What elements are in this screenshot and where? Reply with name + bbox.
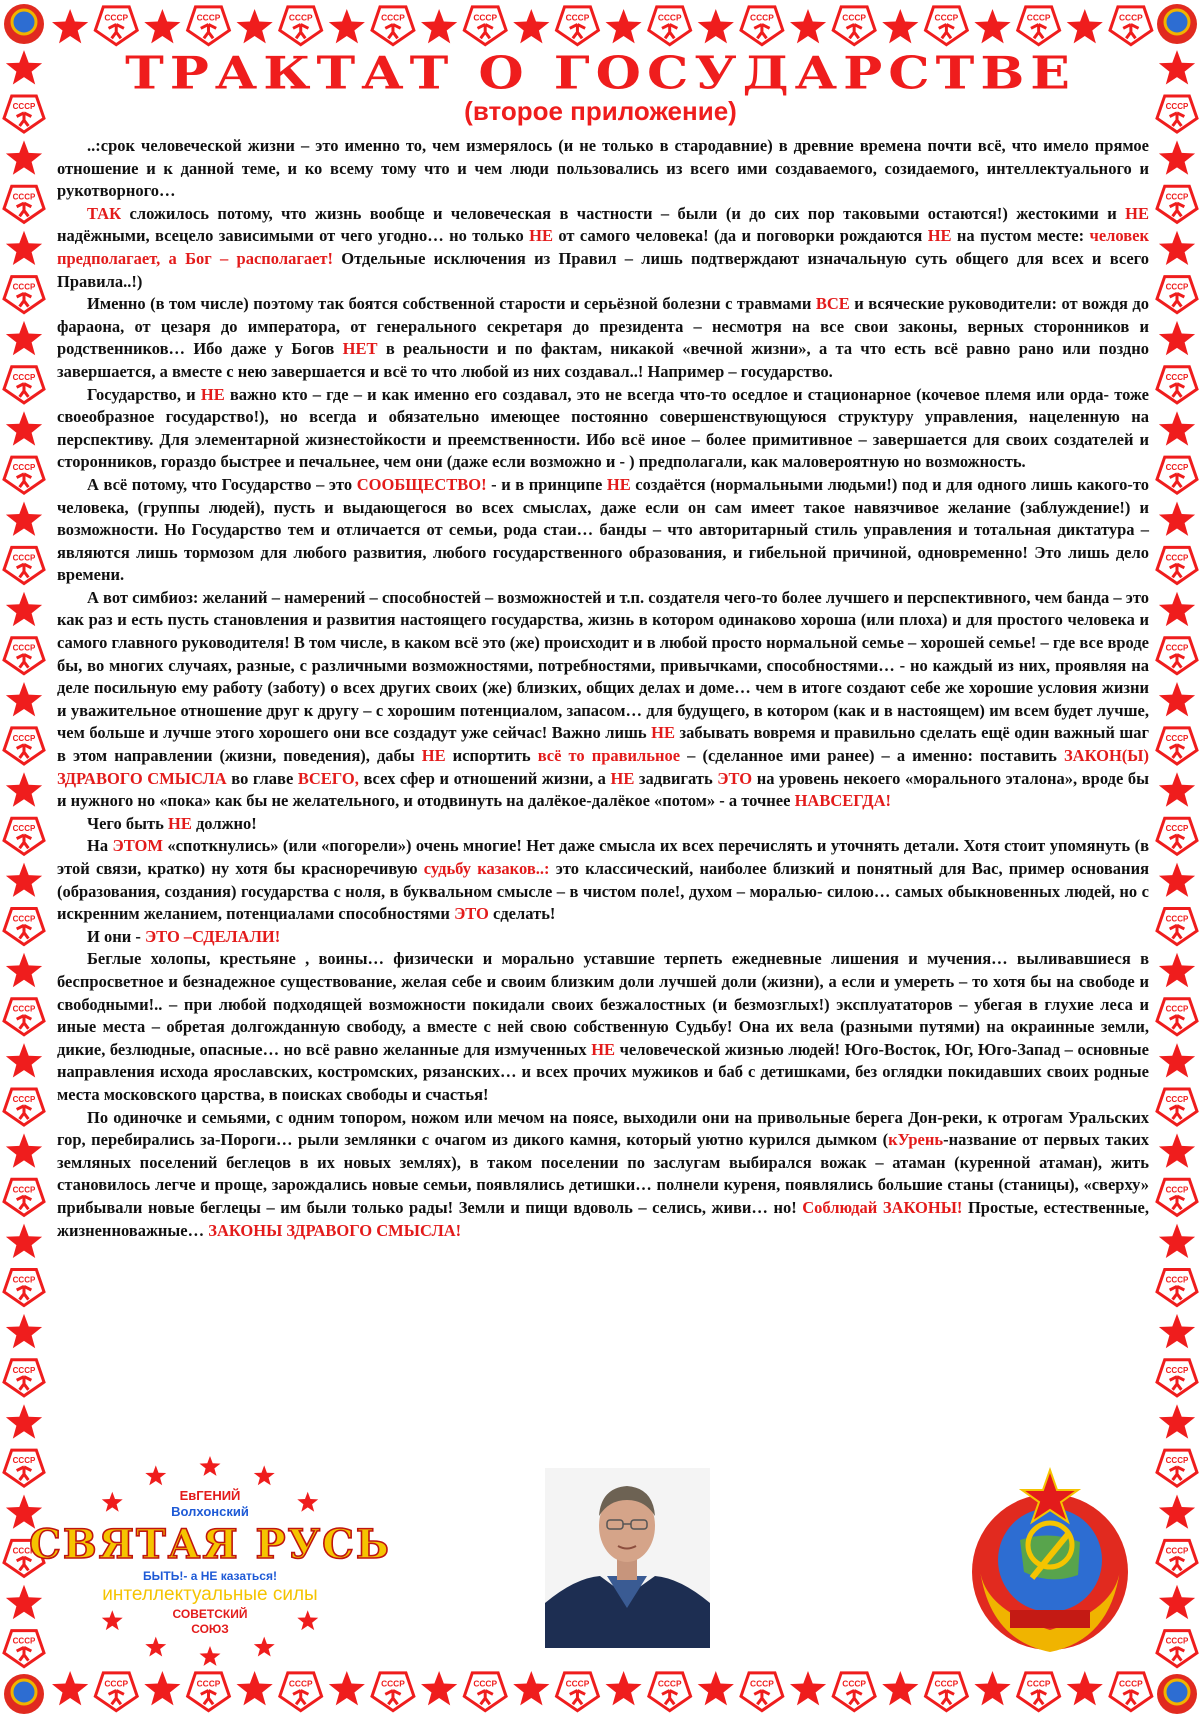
emblem-star xyxy=(297,1492,318,1512)
border-star xyxy=(421,1671,457,1705)
cccp-badge xyxy=(4,186,44,222)
cccp-badge xyxy=(741,7,783,45)
paragraph-text: И они - xyxy=(87,926,145,946)
page-title: ТРАКТАТ О ГОСУДАРСТВЕ xyxy=(125,47,1076,100)
border-star xyxy=(6,863,42,897)
cccp-badge xyxy=(1157,1360,1197,1396)
svg-text:СССР: СССР xyxy=(12,824,36,834)
svg-text:СССР: СССР xyxy=(196,1678,221,1689)
cccp-badge xyxy=(1157,367,1197,403)
border-star xyxy=(1159,772,1195,806)
border-star xyxy=(1159,1495,1195,1529)
highlight-text: НЕ xyxy=(167,813,192,833)
svg-text:СССР: СССР xyxy=(1165,282,1189,292)
paragraph-text: Простые, естественные, жизненноважные… xyxy=(57,1197,1149,1240)
svg-text:СССР: СССР xyxy=(12,733,36,743)
emblem-star xyxy=(102,1610,123,1630)
svg-text:СССР: СССР xyxy=(381,12,405,23)
highlight-text: НЕ xyxy=(610,768,635,788)
highlight-text: кУрень xyxy=(888,1130,944,1150)
emblem-star xyxy=(297,1610,318,1630)
svg-text:СССР: СССР xyxy=(381,1678,405,1689)
border-star xyxy=(790,1671,826,1705)
paragraph xyxy=(57,384,1149,474)
paragraph-text: забывать вовремя и правильно сделать ещё один важный шаг в этом направлении (жизни, поведения), дабы xyxy=(57,723,1149,766)
svg-text:СССР: СССР xyxy=(842,1678,867,1689)
border-star xyxy=(144,9,180,43)
svg-text:СССР: СССР xyxy=(12,1094,36,1104)
cccp-badge xyxy=(1157,1450,1197,1486)
border-star xyxy=(6,321,42,355)
svg-text:СССР: СССР xyxy=(12,1185,36,1195)
highlight-text: НАВСЕГДА! xyxy=(794,791,892,811)
border-star xyxy=(1159,1043,1195,1077)
paragraph-text: ..:срок человеческой жизни – это именно то, чем измерялось (и не только в стародавние) в древние времена почти всё, что имело прямое отношение и к данной теме, и ко всему тому что и чем люди пользовались из всего ими создаваемого, созидаемого, интеллектуального и рукотворного… xyxy=(57,136,1149,201)
highlight-text: НЕ xyxy=(606,474,631,494)
border-star xyxy=(513,1671,549,1705)
border-star xyxy=(329,9,365,43)
paragraph xyxy=(57,587,1149,813)
highlight-text: НЕТ xyxy=(342,339,378,359)
svg-text:СССР: СССР xyxy=(1165,463,1189,473)
paragraph-text: Именно (в том числе) поэтому так боятся собственной старости и серьёзной болезни с травмами xyxy=(87,294,816,314)
border-star xyxy=(6,682,42,716)
svg-text:СССР: СССР xyxy=(1165,643,1189,653)
border-star xyxy=(6,772,42,806)
highlight-text: ВСЕГО, xyxy=(297,768,359,788)
highlight-text: ТАК xyxy=(87,203,122,223)
paragraph-text: – (сделанное ими ранее) – а именно: поставить xyxy=(680,746,1064,766)
cccp-badge xyxy=(4,1089,44,1125)
svg-text:СССР: СССР xyxy=(288,12,313,23)
cccp-badge xyxy=(741,1673,783,1711)
svg-text:СССР: СССР xyxy=(1165,824,1189,834)
svg-text:СССР: СССР xyxy=(12,643,36,653)
svg-text:СССР: СССР xyxy=(1026,1678,1051,1689)
border-star xyxy=(237,9,273,43)
cccp-badge xyxy=(4,1270,44,1306)
highlight-text: ЗАКОН(Ы) ЗДРАВОГО СМЫСЛА xyxy=(57,746,1149,788)
cccp-badge xyxy=(4,1179,44,1215)
border-star xyxy=(698,9,734,43)
svg-text:СССР: СССР xyxy=(1165,1185,1189,1195)
svg-text:СССР: СССР xyxy=(750,12,774,23)
paragraph xyxy=(57,203,1149,293)
cccp-badge xyxy=(464,7,506,45)
corner-coat-icon xyxy=(1157,4,1197,44)
border-star xyxy=(6,592,42,626)
svg-text:СССР: СССР xyxy=(473,12,498,23)
svg-text:СССР: СССР xyxy=(1165,553,1189,563)
svg-text:СССР: СССР xyxy=(1165,914,1189,924)
cccp-badge xyxy=(4,1450,44,1486)
paragraph-text: - и в принципе xyxy=(486,474,607,494)
emblem-star xyxy=(145,1637,166,1657)
svg-text:СССР: СССР xyxy=(1165,192,1189,202)
svg-text:СССР: СССР xyxy=(12,282,36,292)
svg-text:СССР: СССР xyxy=(565,12,590,23)
border-star xyxy=(1159,1314,1195,1348)
svg-text:СССР: СССР xyxy=(1119,12,1143,23)
cccp-badge xyxy=(280,1673,322,1711)
border-star xyxy=(1159,1224,1195,1258)
cccp-badge xyxy=(4,728,44,764)
border-star xyxy=(1159,140,1195,174)
svg-text:СССР: СССР xyxy=(750,1678,774,1689)
paragraph-text: создаётся (нормальными людьми!) под и для одного лишь какого-то человека, (группы людей), пусть и выдающегося во всех смыслах, даже если он сам имеет такое навязчивое желание (заблуждение!) и возможности. Но Государство тем и отличается от семьи, рода стаи… банды – что авторитарный стиль управления и тотальная диктатура – являются лишь тормозом для любого развития, любого государственного образования, и гибельной причиной, одновременно! Это лишь дело времени. xyxy=(57,474,1150,585)
cccp-badge xyxy=(1157,818,1197,854)
cccp-badge xyxy=(1157,1089,1197,1125)
cccp-badge xyxy=(557,1673,599,1711)
paragraph xyxy=(57,293,1149,383)
border-star xyxy=(1159,592,1195,626)
svg-text:СССР: СССР xyxy=(12,1546,36,1556)
cccp-badge xyxy=(4,638,44,674)
svg-text:СССР: СССР xyxy=(288,1678,313,1689)
highlight-text: человек предполагает, а Бог – располагает! xyxy=(57,226,1149,268)
paragraph-text: надёжными, всецело зависимыми от чего угодно… но только xyxy=(57,226,530,246)
border-star xyxy=(606,1671,642,1705)
svg-text:СССР: СССР xyxy=(565,1678,590,1689)
cccp-badge xyxy=(1157,277,1197,313)
border-star xyxy=(52,9,88,43)
cccp-badge xyxy=(4,999,44,1035)
cccp-badge xyxy=(1157,909,1197,945)
author-photo xyxy=(545,1468,710,1648)
svg-text:СССР: СССР xyxy=(12,192,36,202)
cccp-badge xyxy=(95,7,137,45)
emblem-union-line2: СОЮЗ xyxy=(191,1622,229,1636)
border-star xyxy=(421,9,457,43)
paragraph-text: человеческой жизнью людей! Юго-Восток, Юг, Юго-Запад – основные направления исхода ярославских, костромских, рязанских… и всех прочих мужиков и баб с детишками, без оглядки покидавших своих родные места московского царства, в поисках свободы и счастья! xyxy=(57,1039,1149,1104)
svg-text:СССР: СССР xyxy=(12,1365,36,1375)
emblem-union-line1: СОВЕТСКИЙ xyxy=(172,1607,248,1621)
border-star xyxy=(1159,1404,1195,1438)
svg-text:СССР: СССР xyxy=(1165,1094,1189,1104)
paragraph-text: на пустом месте: xyxy=(951,226,1090,246)
cccp-badge xyxy=(1157,728,1197,764)
svg-text:СССР: СССР xyxy=(934,1678,959,1689)
paragraph-text: На xyxy=(87,836,113,856)
emblem-logo-text: СВЯТАЯ РУСЬ xyxy=(29,1521,391,1568)
cccp-badge xyxy=(1110,1673,1152,1711)
cccp-badge xyxy=(4,818,44,854)
page-subtitle: (второе приложение) xyxy=(464,96,737,126)
svg-text:СССР: СССР xyxy=(1026,12,1051,23)
paragraph xyxy=(57,474,1149,587)
cccp-badge xyxy=(95,1673,137,1711)
cccp-badge xyxy=(188,1673,230,1711)
highlight-text: ЭТО xyxy=(454,904,489,924)
paragraph-text: важно кто – где – и как именно его создавал, это не всегда что-то оседлое и стационарное (кочевое племя или орда- тоже своеобразное государство!), но всегда и обязательно имеющее постоянно совершенствующуюся структуру управления, нацеленную на перспективу. Для элементарной жизнестойкости и преемственности. Ибо всё иное – более примитивное – завершается для своих создателей и сторонников, гораздо быстрее и печальнее, чем они (даже если возможно и - ) предполагали, как маловероятную но возможность. xyxy=(57,384,1150,472)
cccp-badge xyxy=(557,7,599,45)
border-star xyxy=(6,411,42,445)
paragraph-text: задвигать xyxy=(634,768,718,788)
border-star xyxy=(329,1671,365,1705)
svg-text:СССР: СССР xyxy=(934,12,959,23)
paragraph xyxy=(57,813,1149,836)
paragraph-text: Беглые холопы, крестьяне , воины… физически и морально уставшие терпеть ежедневные лишения и мучения… выливавшиеся в беспросветное и безнадежное существование, желая себе и своим близким доли лучшей доли (жизни), а если и умереть – то хотя бы на свободе и свободными!.. – при любой подходящей возможности покидали своих безжалостных (и безмозглых!) эксплуататоров – убегая в глухие леса и иные места – обретая долгожданную свободу, а вместе с ней свою собственную Судьбу! Она их вела (разными путями) на окраинные земли, дикие, безлюдные, опасные… но всё равно желанные для измученных xyxy=(57,949,1149,1059)
article-body xyxy=(57,135,1149,1242)
paragraph xyxy=(57,835,1149,925)
border-star xyxy=(790,9,826,43)
corner-coat-icon xyxy=(4,4,44,44)
paragraph-text: Отдельные исключения из Правил – лишь подтверждают изначальную суть общего для всех и всего Правила..!) xyxy=(57,248,1149,291)
highlight-text: НЕ xyxy=(927,226,952,246)
paragraph xyxy=(57,926,1149,949)
paragraph-text: и всяческие руководители: от вождя до фараона, от цезаря до императора, от генерального секретаря до президента – несмотря на все свои законы, верных сторонников и родственников… Ибо даже у Богов xyxy=(57,294,1149,359)
svg-text:СССР: СССР xyxy=(12,463,36,473)
svg-text:СССР: СССР xyxy=(104,1678,129,1689)
cccp-badge xyxy=(1018,7,1060,45)
border-star xyxy=(6,1585,42,1619)
border-star xyxy=(1067,9,1103,43)
cccp-badge xyxy=(4,547,44,583)
cccp-badge xyxy=(649,1673,691,1711)
svg-text:СССР: СССР xyxy=(1165,1546,1189,1556)
emblem-star xyxy=(254,1465,275,1485)
border-star xyxy=(513,9,549,43)
cccp-badge xyxy=(926,7,968,45)
border-star xyxy=(1159,953,1195,987)
corner-coat-icon xyxy=(1157,1674,1197,1714)
highlight-text: судьбу казаков..: xyxy=(423,859,550,878)
border-star xyxy=(974,1671,1010,1705)
corner-coat-icon xyxy=(4,1674,44,1714)
border-star xyxy=(1159,682,1195,716)
border-star xyxy=(6,1043,42,1077)
cccp-badge xyxy=(4,1631,44,1667)
border-star xyxy=(1159,502,1195,536)
paragraph-text: -название от первых таких земляных поселений беглецов в их новых землях), в таком поселении по заслугам выбирался вожак – атаман (куренной атаман), жить становилось легче и проще, зарождались новые семьи, появлялись детишки… полнели куреня, появлялись большие станы (станицы), «сверху» прибывали новые беглецы – им были только рады! Земли и пищи вдоволь – селись, живи… но! xyxy=(57,1130,1149,1217)
cccp-badge xyxy=(1157,1270,1197,1306)
cccp-badge xyxy=(4,1360,44,1396)
svg-text:СССР: СССР xyxy=(12,1004,36,1014)
svg-text:СССР: СССР xyxy=(1165,1636,1189,1646)
highlight-text: СООБЩЕСТВО! xyxy=(356,474,487,494)
border-star xyxy=(6,1404,42,1438)
highlight-text: НЕ xyxy=(421,746,446,766)
svg-text:СССР: СССР xyxy=(12,102,36,112)
highlight-text: НЕ xyxy=(1125,203,1149,223)
border-star xyxy=(6,1224,42,1258)
emblem-slogan: интеллектуальные силы xyxy=(102,1584,318,1605)
border-star xyxy=(974,9,1010,43)
cccp-badge xyxy=(833,7,875,45)
border-star xyxy=(6,502,42,536)
border-star xyxy=(1159,411,1195,445)
cccp-badge xyxy=(4,367,44,403)
svg-text:СССР: СССР xyxy=(657,12,682,23)
highlight-text: НЕ xyxy=(200,384,225,404)
highlight-text: ЭТО –СДЕЛАЛИ! xyxy=(144,926,281,946)
paragraph-text: от самого человека! (да и поговорки рождаются xyxy=(552,226,928,246)
svg-text:СССР: СССР xyxy=(1165,733,1189,743)
cccp-badge xyxy=(280,7,322,45)
cccp-badge xyxy=(4,909,44,945)
border-star xyxy=(882,1671,918,1705)
holy-rus-emblem xyxy=(29,1462,391,1662)
svg-text:СССР: СССР xyxy=(1165,1275,1189,1285)
cccp-badge xyxy=(833,1673,875,1711)
paragraph-text: сделать! xyxy=(488,904,556,924)
border-star xyxy=(52,1671,88,1705)
svg-text:СССР: СССР xyxy=(196,12,221,23)
cccp-badge xyxy=(1157,1631,1197,1667)
cccp-badge xyxy=(1157,999,1197,1035)
svg-text:СССР: СССР xyxy=(12,1275,36,1285)
emblem-motto: БЫТЬ!- а НЕ казаться! xyxy=(143,1569,277,1583)
border-star xyxy=(882,9,918,43)
highlight-text: всё то правильное xyxy=(537,746,681,766)
svg-text:СССР: СССР xyxy=(104,12,129,23)
paragraph-text: это классический, наиболее близкий и понятный для Вас, пример основания (образования, создания) государства с ноля, в буквальном смысле – в чистом поле!, духом – моралью- силою… самых обыкновенных людей, но с искренним желанием, потенциалами способностями xyxy=(57,859,1150,924)
cccp-badge xyxy=(4,457,44,493)
highlight-text: НЕ xyxy=(529,226,553,246)
border-star xyxy=(6,231,42,265)
paragraph-text: Государство, и xyxy=(87,384,201,404)
border-star xyxy=(698,1671,734,1705)
cccp-badge xyxy=(1157,1179,1197,1215)
emblem-star xyxy=(254,1637,275,1657)
border-star xyxy=(606,9,642,43)
paragraph-text: Чего быть xyxy=(87,813,168,833)
paragraph-text: «споткнулись» (или «погорели») очень многие! Нет даже смысла их всех перечислять и уточнять детали. Хотя стоит упомянуть (в этой связи, кратко) ну хотя бы красноречивую xyxy=(57,836,1149,878)
svg-text:СССР: СССР xyxy=(842,12,867,23)
paragraph-text: А всё потому, что Государство – это xyxy=(87,474,357,494)
paragraph-text: испортить xyxy=(445,746,538,766)
cccp-badge xyxy=(372,7,414,45)
cccp-badge xyxy=(649,7,691,45)
ussr-coat-of-arms xyxy=(950,1460,1150,1660)
border-star xyxy=(1159,1585,1195,1619)
cccp-badge xyxy=(926,1673,968,1711)
highlight-text: ЭТОМ xyxy=(112,836,163,856)
svg-text:СССР: СССР xyxy=(1119,1678,1143,1689)
highlight-text: ЭТО xyxy=(717,768,753,788)
paragraph-text: в реальности и по фактам, никакой «вечной жизни», а та что есть всё равно рано или поздно завершается, а вместе с нею завершается и всё то что любой из них создавал..! Например – государство. xyxy=(57,339,1150,381)
svg-text:СССР: СССР xyxy=(1165,372,1189,382)
cccp-badge xyxy=(1110,7,1152,45)
border-star xyxy=(237,1671,273,1705)
cccp-badge xyxy=(1018,1673,1060,1711)
highlight-text: НЕ xyxy=(651,723,675,743)
border-star xyxy=(1159,321,1195,355)
svg-text:СССР: СССР xyxy=(1165,102,1189,112)
cccp-badge xyxy=(1157,186,1197,222)
border-star xyxy=(6,1314,42,1348)
cccp-badge xyxy=(188,7,230,45)
border-star xyxy=(1159,1133,1195,1167)
svg-text:СССР: СССР xyxy=(473,1678,498,1689)
paragraph-text: во главе xyxy=(226,768,298,788)
highlight-text: ВСЕ xyxy=(815,294,850,314)
cccp-badge xyxy=(4,277,44,313)
border-star xyxy=(1159,863,1195,897)
emblem-star xyxy=(102,1492,123,1512)
svg-text:СССР: СССР xyxy=(1165,1004,1189,1014)
svg-text:СССР: СССР xyxy=(12,372,36,382)
cccp-badge xyxy=(1157,1540,1197,1576)
highlight-text: ЗАКОНЫ ЗДРАВОГО СМЫСЛА! xyxy=(208,1220,462,1240)
paragraph xyxy=(57,135,1149,203)
border-star xyxy=(1067,1671,1103,1705)
highlight-text: НЕ xyxy=(591,1039,616,1059)
svg-text:СССР: СССР xyxy=(12,553,36,563)
border-star xyxy=(1159,231,1195,265)
cccp-badge xyxy=(1157,547,1197,583)
border-star xyxy=(144,1671,180,1705)
svg-text:СССР: СССР xyxy=(657,1678,682,1689)
emblem-author-last: Волхонский xyxy=(171,1504,249,1519)
paragraph-text: сложилось потому, что жизнь вообще и человеческая в частности – были (и до сих пор таковыми остаются!) жестокими и xyxy=(121,203,1126,223)
border-star xyxy=(6,953,42,987)
cccp-badge xyxy=(372,1673,414,1711)
cccp-badge xyxy=(464,1673,506,1711)
paragraph xyxy=(57,1107,1149,1243)
paragraph-text: А вот симбиоз: желаний – намерений – способностей – возможностей и т.п. создателя чего-то более лучшего и перспективного, чем банда – это как раз и есть пусть становления и развития настоящего государства, жизнь в котором одинаково хороша (или плоха) и для простого человека и самого главного руководителя! В том числе, в каком всё это (же) происходит и в любой просто нормальной семье – хорошей семье! – где все вроде бы, во многих случаях, разные, с различными возможностями, потребностями, привычками, способностями… - но каждый из них, проявляя на деле посильную ему работу (заботу) о всех других своих (же) близких, общих делах и доме… чем в итоге создают себе же хорошие условия жизни и уважительное отношение друг к другу – с хорошим потенциалом, запасом… для будущего, в котором (как и в настоящем) им всем будет лучше, чем больше и лучше этого хорошего они все создадут уже сейчас! Важно лишь xyxy=(57,587,1149,743)
paragraph-text: По одиночке и семьями, с одним топором, ножом или мечом на поясе, выходили они на привольные берега Дон-реки, к отрогам Уральских гор, перебирались за-Пороги… рыли землянки с очагом из дикого камня, который уютно курился дымком ( xyxy=(57,1107,1149,1150)
border-star xyxy=(6,140,42,174)
cccp-badge xyxy=(1157,638,1197,674)
paragraph-text: должно! xyxy=(191,813,257,833)
paragraph-text: всех сфер и отношений жизни, а xyxy=(358,768,611,788)
svg-text:СССР: СССР xyxy=(1165,1365,1189,1375)
svg-text:СССР: СССР xyxy=(12,914,36,924)
svg-text:СССР: СССР xyxy=(12,1456,36,1466)
cccp-badge xyxy=(1157,457,1197,493)
emblem-star xyxy=(145,1465,166,1485)
border-star xyxy=(6,1133,42,1167)
svg-text:СССР: СССР xyxy=(1165,1456,1189,1466)
emblem-author-first: ЕвГЕНИЙ xyxy=(179,1488,241,1503)
paragraph xyxy=(57,948,1149,1106)
paragraph-text: на уровень некоего «морального эталона», вроде бы и нужного но «пока» как бы не желательного, и отодвинуть на далёкое-далёкое «потом» - а точнее xyxy=(57,768,1149,811)
highlight-text: Соблюдай ЗАКОНЫ! xyxy=(802,1197,963,1217)
svg-text:СССР: СССР xyxy=(12,1636,36,1646)
